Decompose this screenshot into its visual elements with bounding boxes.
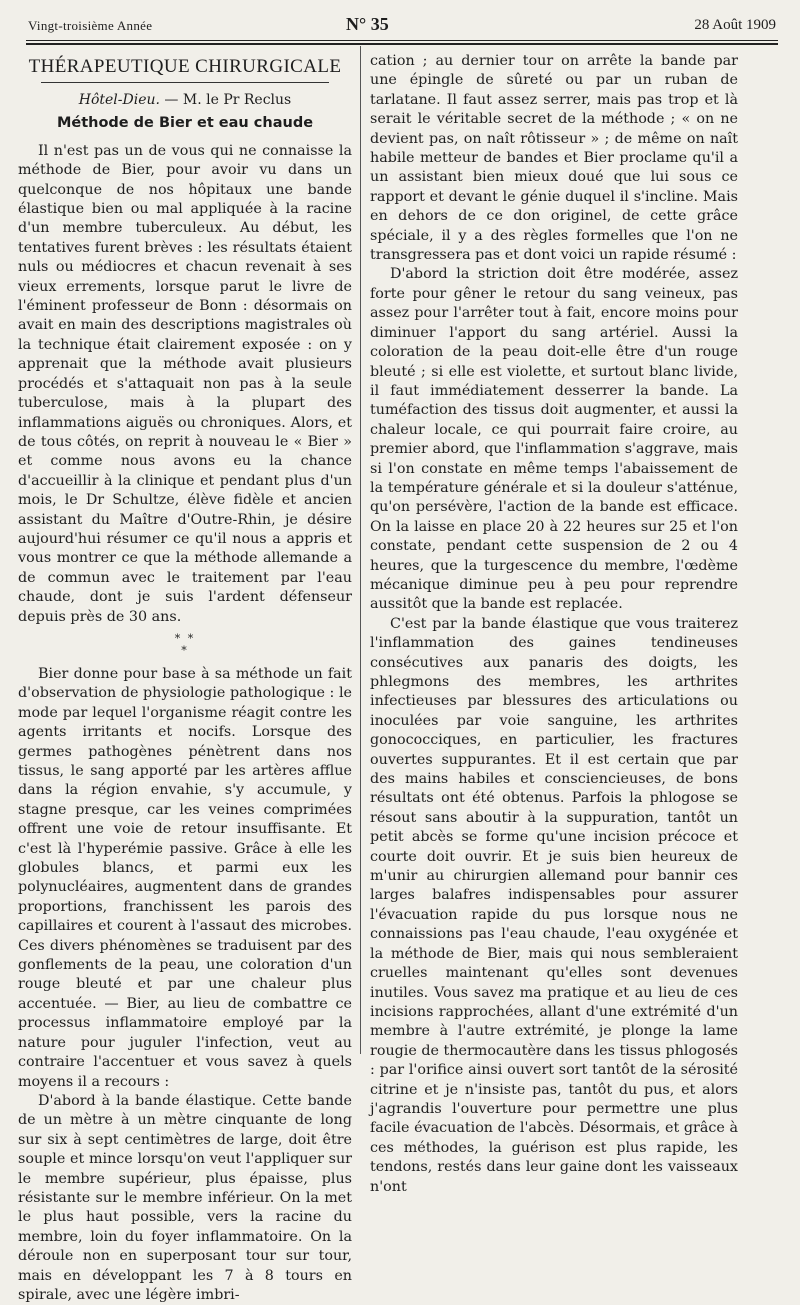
paragraph: Bier donne pour base à sa méthode un fait d'observation de physiologie pathologique : le mode par lequel l'organisme réagit contre les agents irritants et nocifs. Lorsque des germes pathogènes pénètrent dans nos tissus, le sang apporté par les artères afflue dans la région envahie, s'y accumule, y stagne presque, car les veines comprimées offrent une voie de retour insuffisante. Et c'est là l'hyperémie passive. Grâce à elle les globules blancs, et parmi eux les polynucléaires, augmentent dans de grandes proportions, franchissent les parois des capillaires et courent à l'assaut des microbes. Ces divers phénomènes se traduisent par des gonflements de la peau, une coloration d'un rouge bleuté et par une chaleur plus accentuée. — Bier, au lieu de combattre ce processus inflammatoire employé par la nature pour juguler l'infection, veut au contraire l'accentuer et vous savez à quels moyens il a recours : xyxy=(18,665,352,1090)
running-header xyxy=(28,14,776,38)
left-column xyxy=(18,52,352,1303)
byline-author: — M. le Pr Reclus xyxy=(159,92,292,108)
right-column xyxy=(370,52,738,1195)
article-subtitle: Méthode de Bier et eau chaude xyxy=(56,115,314,132)
section-separator-stars: * * * xyxy=(174,631,196,657)
title-rule xyxy=(41,82,328,83)
header-rule-thick xyxy=(26,43,778,45)
paragraph: cation ; au dernier tour on arrête la bande par une épingle de sûreté ou par un ruban de tarlatane. Il faut assez serrer, mais pas trop et là serait le véritable secret de la méthode ; « on ne devient pas, on naît rôtisseur » ; de même on naît habile metteur de bandes et Bier proclame qu'il a un assistant bien mieux doué que lui sous ce rapport et devant le génie duquel il s'incline. Mais en dehors de ce don originel, de cette grâce spéciale, il y a des règles formelles que l'on ne transgressera pas et dont voici un rapide résumé : xyxy=(370,53,738,264)
header-year: Vingt-troisième Année xyxy=(28,18,153,33)
section-title: THÉRAPEUTIQUE CHIRURGICALE xyxy=(28,56,342,77)
column-divider xyxy=(360,46,361,1054)
byline-place: Hôtel-Dieu. xyxy=(78,92,160,108)
header-rule-thin xyxy=(26,40,778,41)
paragraph: D'abord à la bande élastique. Cette bande de un mètre à un mètre cinquante de long sur six à sept centimètres de large, doit être souple et mince lorsqu'on veut l'appliquer sur le membre supérieur, plus épaisse, plus résistante sur le membre inférieur. On la met le plus haut possible, vers la racine du membre, loin du foyer inflammatoire. On la déroule non en superposant tour sur tour, mais en développant les 7 à 8 tours en spirale, avec une légère imbri- xyxy=(18,1092,352,1303)
paragraph: Il n'est pas un de vous qui ne connaisse la méthode de Bier, pour avoir vu dans un quelconque de nos hôpitaux une bande élastique bien ou mal appliquée à la racine d'un membre tuberculeux. Au début, les tentatives furent brèves : les résultats étaient nuls ou médiocres et chacun revenait à ses vieux errements, lorsque parut le livre de l'éminent professeur de Bonn : désormais on avait en main des descriptions magistrales où la technique était clairement exposée : on y apprenait que la méthode avait plusieurs procédés et s'attaquait non pas à la seule tuberculose, mais à la plupart des inflammations aiguës ou chroniques. Alors, et de tous côtés, on reprit à nouveau le « Bier » et comme nous avons eu la chance d'accueillir à la clinique et pendant plus d'un mois, le Dr Schultze, élève fidèle et ancien assistant du Maître d'Outre-Rhin, je désire aujourd'hui résumer ce qu'il nous a appris et vous montrer ce que la méthode allemande a de commun avec le traitement par l'eau chaude, dont je suis l'ardent défenseur depuis près de 30 ans. xyxy=(18,142,352,625)
header-date: 28 Août 1909 xyxy=(694,17,776,33)
header-issue-number: N° 35 xyxy=(346,14,389,34)
paragraph: C'est par la bande élastique que vous traiterez l'inflammation des gaines tendineuses consécutives aux panaris des doigts, les phlegmons des membres, les arthrites infectieuses par blessures des articulations ou inoculées par voie sanguine, les arthrites gonococciques, en particulier, les fractures ouvertes suppurantes. Et il est certain que par des mains habiles et consciencieuses, de bons résultats ont été obtenus. Parfois la phlogose se résout sans aboutir à la suppuration, tantôt un petit abcès se forme qu'une incision précoce et courte doit ouvrir. Et je suis bien heureux de m'unir au chirurgien allemand pour bannir ces larges balafres indispensables pour assurer l'évacuation rapide du pus lorsque nous ne connaissions pas l'eau chaude, l'eau oxygénée et la méthode de Bier, mais qui nous sembleraient cruelles maintenant qu'elles sont devenues inutiles. Vous savez ma pratique et au lieu de ces incisions rapprochées, allant d'une extrémité d'un membre à l'autre extrémité, je plonge la lame rougie de thermocautère dans les tissus phlogosés : par l'orifice ainsi ouvert sort tantôt de la sérosité citrine et je n'insiste pas, tantôt du pus, et alors j'agrandis l'ouverture pour permettre une plus facile évacuation de l'abcès. Désormais, et grâce à ces méthodes, la guérison est plus rapide, les tendons, restés dans leur gaine dont les vaisseaux n'ont xyxy=(370,615,738,1195)
paragraph: D'abord la striction doit être modérée, assez forte pour gêner le retour du sang veineux, pas assez pour l'arrêter tout à fait, encore moins pour diminuer l'apport du sang artériel. Aussi la coloration de la peau doit-elle être d'un rouge bleuté ; si elle est violette, et surtout blanc livide, il faut immédiatement desserrer la bande. La tuméfaction des tissus doit augmenter, et aussi la chaleur locale, ce qui pourrait faire croire, au premier abord, que l'inflammation s'aggrave, mais si l'on constate en même temps l'abaissement de la température générale et si la douleur s'atténue, qu'on persévère, l'action de la bande est efficace. On la laisse en place 20 à 22 heures sur 25 et l'on constate, pendant cette suspension de 2 ou 4 heures, que la turgescence du membre, l'œdème mécanique diminue peu à peu pour reprendre aussitôt que la bande est replacée. xyxy=(370,266,738,613)
byline xyxy=(18,91,352,110)
